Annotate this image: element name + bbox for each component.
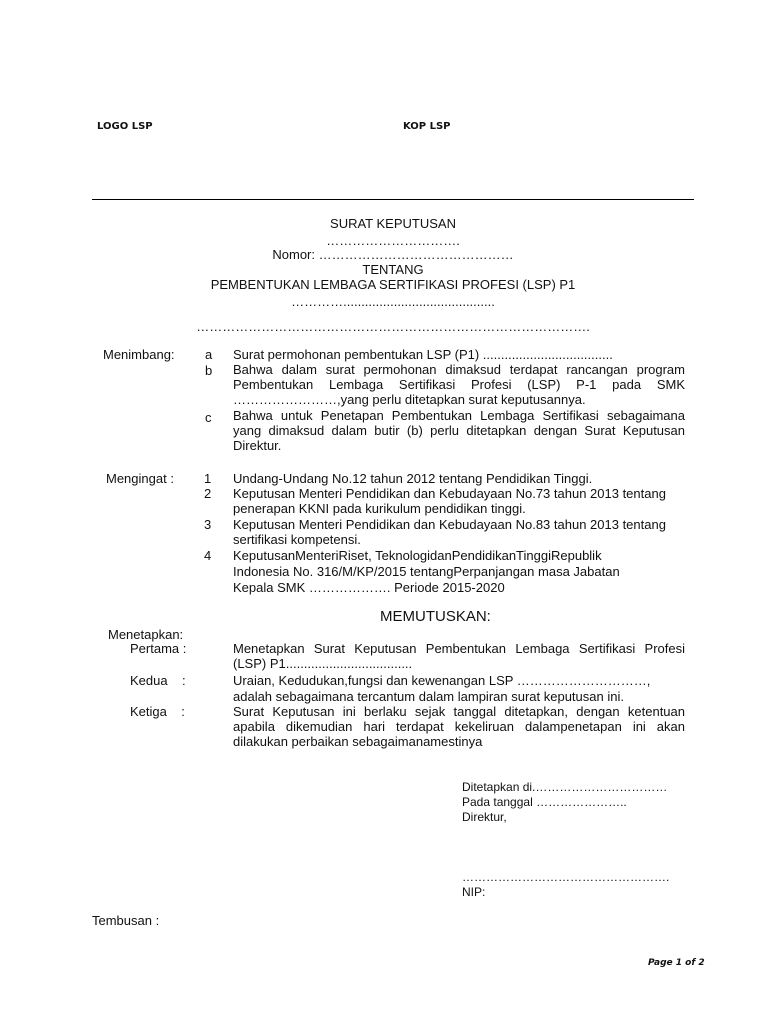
mengingat-item-4-line2: Indonesia No. 316/M/KP/2015 tentangPerpanjangan masa Jabatan: [233, 564, 620, 579]
signature-role: Direktur,: [462, 810, 507, 824]
signature-nip: NIP:: [462, 885, 486, 899]
letterhead-placeholder: KOP LSP: [403, 121, 451, 132]
signature-name-line: …………………………………………….: [462, 870, 670, 884]
menimbang-label: Menimbang:: [103, 347, 175, 362]
title-tentang: TENTANG: [362, 262, 424, 277]
tembusan-label: Tembusan :: [92, 913, 160, 928]
subject-dots: …………..........................................: [291, 294, 495, 309]
menimbang-key-a: a: [205, 347, 213, 362]
mengingat-item-2: Keputusan Menteri Pendidikan dan Kebudayaan No.73 tahun 2013 tentang penerapan KKNI pada kurikulum pendidikan tinggi.: [233, 486, 666, 516]
mengingat-key-2: 2: [204, 486, 212, 501]
menimbang-item-b: Bahwa dalam surat permohonan dimaksud terdapat rancangan program Pembentukan Lembaga Sertifikasi Profesi (LSP) P-1 pada SMK ……………………,yang perlu ditetapkan surat keputusannya.: [233, 362, 685, 407]
title-dots: ………………………….: [326, 233, 460, 248]
menimbang-key-b: b: [205, 363, 213, 378]
mengingat-item-3: Keputusan Menteri Pendidikan dan Kebudayaan No.83 tahun 2013 tentang sertifikasi kompetensi.: [233, 517, 666, 547]
menetapkan-label: Menetapkan:: [108, 627, 184, 642]
kedua-text-line2: adalah sebagaimana tercantum dalam lampiran surat keputusan ini.: [233, 689, 624, 704]
mengingat-item-4-line3: Kepala SMK ………………. Periode 2015-2020: [233, 580, 505, 595]
menimbang-item-c: Bahwa untuk Penetapan Pembentukan Lembaga Sertifikasi sebagaimana yang dimaksud dalam butir (b) perlu ditetapkan dengan Surat Keputusan Direktur.: [233, 408, 685, 453]
menimbang-item-a: Surat permohonan pembentukan LSP (P1) ....................................: [233, 347, 613, 362]
mengingat-key-3: 3: [204, 517, 212, 532]
kedua-label: Kedua :: [130, 673, 186, 688]
header-divider: [92, 199, 694, 200]
memutuskan-heading: MEMUTUSKAN:: [380, 608, 491, 625]
mengingat-key-4: 4: [204, 548, 212, 563]
mengingat-item-1: Undang-Undang No.12 tahun 2012 tentang Pendidikan Tinggi.: [233, 471, 593, 486]
kedua-text-line1: Uraian, Kedudukan,fungsi dan kewenangan LSP …………………………,: [233, 673, 651, 688]
mengingat-key-1: 1: [204, 471, 212, 486]
decree-number: Nomor: ………………………………………: [272, 247, 514, 262]
ketiga-text: Surat Keputusan ini berlaku sejak tanggal ditetapkan, dengan ketentuan apabila dikemudian hari terdapat kekeliruan dalampenetapan ini akan dilakukan perbaikan sebagaimanamestinya: [233, 704, 685, 749]
mengingat-label: Mengingat :: [106, 471, 174, 486]
document-title: SURAT KEPUTUSAN: [330, 216, 456, 231]
logo-placeholder: LOGO LSP: [97, 121, 153, 132]
decree-subject: PEMBENTUKAN LEMBAGA SERTIFIKASI PROFESI (LSP) P1: [210, 277, 576, 292]
signature-place: Ditetapkan di.……………………………: [462, 780, 668, 794]
page-number: Page 1 of 2: [648, 958, 705, 968]
pertama-text: Menetapkan Surat Keputusan Pembentukan Lembaga Sertifikasi Profesi (LSP) P1...................................: [233, 641, 685, 671]
pertama-label: Pertama :: [130, 641, 187, 656]
ketiga-label: Ketiga :: [130, 704, 185, 719]
subject-dots-line: ……………………………………………………………………………….: [196, 319, 590, 334]
signature-date: Pada tanggal …………………..: [462, 795, 627, 809]
menimbang-key-c: c: [205, 410, 212, 425]
mengingat-item-4-line1: KeputusanMenteriRiset, TeknologidanPendidikanTinggiRepublik: [233, 548, 602, 563]
